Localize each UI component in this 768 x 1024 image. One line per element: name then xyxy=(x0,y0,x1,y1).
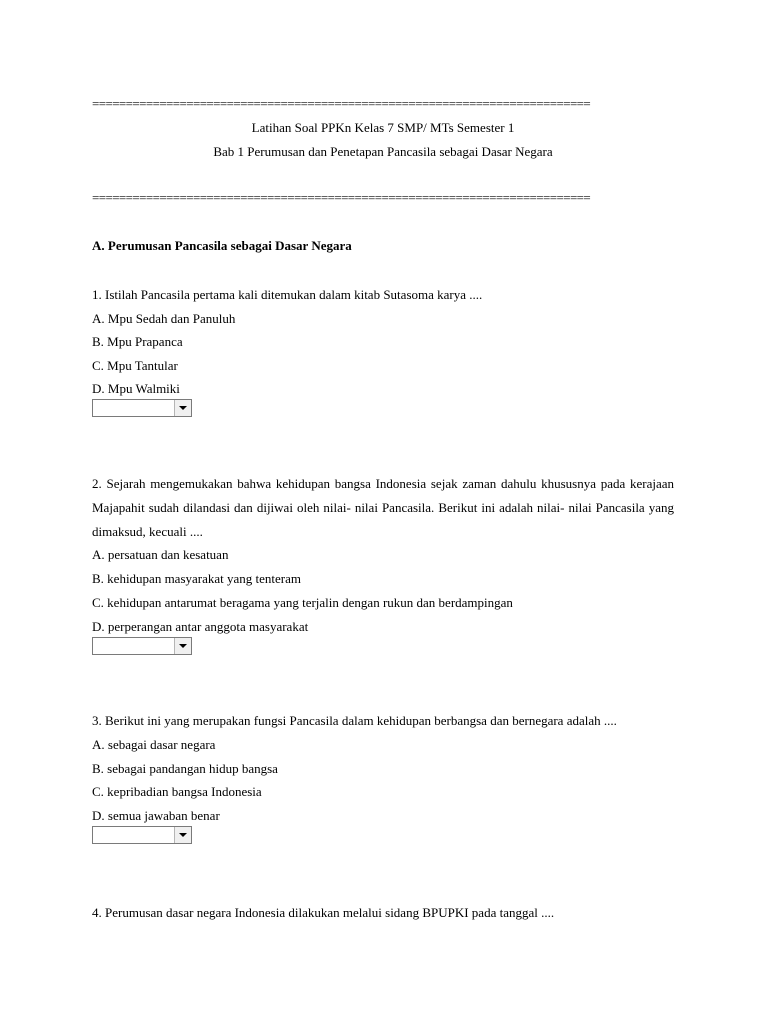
question-1-option-a: A. Mpu Sedah dan Panuluh xyxy=(92,311,236,326)
question-2-answer-dropdown[interactable] xyxy=(92,637,192,655)
question-2-option-c: C. kehidupan antarumat beragama yang terjalin dengan rukun dan berdampingan xyxy=(92,595,513,610)
question-1-option-c: C. Mpu Tantular xyxy=(92,358,178,373)
chevron-down-icon[interactable] xyxy=(174,638,191,654)
question-3-option-c: C. kepribadian bangsa Indonesia xyxy=(92,784,262,799)
question-1-option-b: B. Mpu Prapanca xyxy=(92,334,183,349)
question-3-text: 3. Berikut ini yang merupakan fungsi Pancasila dalam kehidupan berbangsa dan bernegara adalah .... xyxy=(92,713,617,728)
question-4-text: 4. Perumusan dasar negara Indonesia dilakukan melalui sidang BPUPKI pada tanggal .... xyxy=(92,905,555,920)
question-3-option-d: D. semua jawaban benar xyxy=(92,808,220,823)
chevron-down-icon[interactable] xyxy=(174,400,191,416)
question-1-option-d: D. Mpu Walmiki xyxy=(92,381,180,396)
question-2-option-b: B. kehidupan masyarakat yang tenteram xyxy=(92,571,302,586)
question-3-option-b: B. sebagai pandangan hidup bangsa xyxy=(92,761,278,776)
question-2-option-a: A. persatuan dan kesatuan xyxy=(92,547,229,562)
chevron-down-icon[interactable] xyxy=(174,827,191,843)
question-3-option-a: A. sebagai dasar negara xyxy=(92,737,216,752)
separator-rule-top: ========================================================================== xyxy=(92,96,591,111)
question-1-answer-dropdown[interactable] xyxy=(92,399,192,417)
question-3-answer-dropdown[interactable] xyxy=(92,826,192,844)
document-title: Latihan Soal PPKn Kelas 7 SMP/ MTs Semester 1 xyxy=(251,120,515,135)
separator-rule-bottom: ========================================================================== xyxy=(92,190,591,205)
question-2-text: 2. Sejarah mengemukakan bahwa kehidupan bangsa Indonesia sejak zaman dahulu khususnya pada kerajaan Majapahit sudah dilandasi dan dijiwai oleh nilai- nilai Pancasila. Berikut ini adalah nilai- nilai Pancasila yang dimaksud, kecuali .... xyxy=(92,476,674,539)
question-2-option-d: D. perperangan antar anggota masyarakat xyxy=(92,619,309,634)
section-heading: A. Perumusan Pancasila sebagai Dasar Negara xyxy=(92,238,352,253)
question-1-text: 1. Istilah Pancasila pertama kali ditemukan dalam kitab Sutasoma karya .... xyxy=(92,287,483,302)
document-subtitle: Bab 1 Perumusan dan Penetapan Pancasila sebagai Dasar Negara xyxy=(213,144,553,159)
